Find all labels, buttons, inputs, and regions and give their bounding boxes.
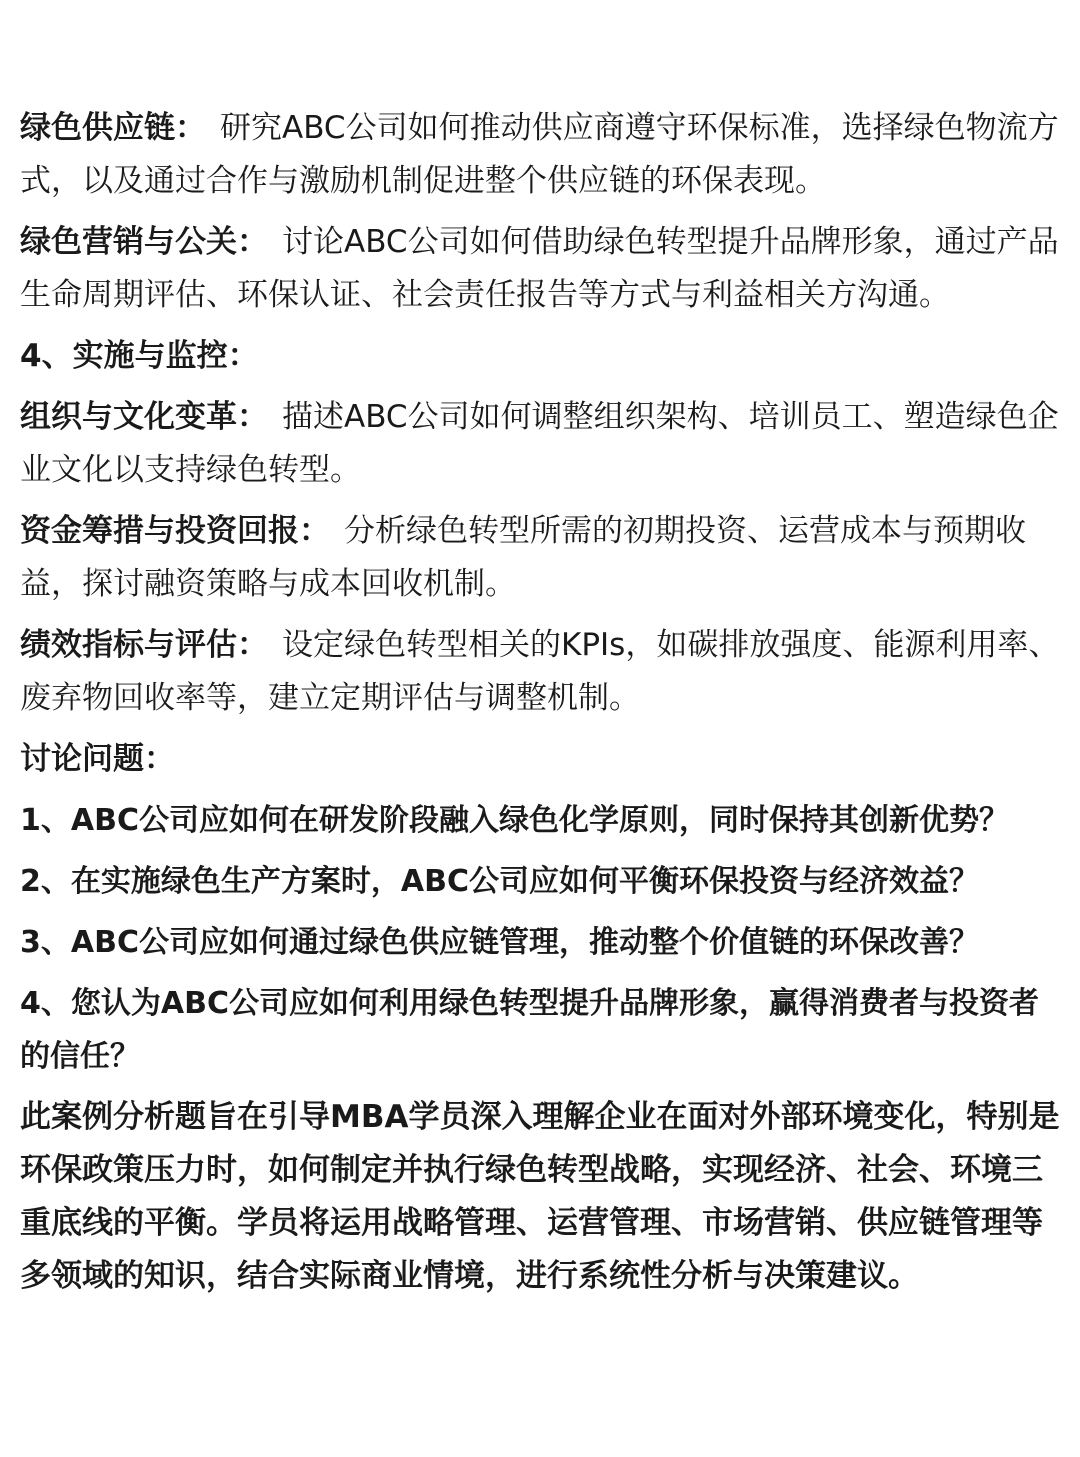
discussion-question: 4、您认为ABC公司应如何利用绿色转型提升品牌形象，赢得消费者与投资者的信任？ <box>20 986 1039 1074</box>
item-text: 研究ABC公司如何推动供应商遵守环保标准，选择绿色物流方式，以及通过合作与激励机制促进整个供应链的环保表现。 <box>20 110 1059 199</box>
item-green-supply-chain <box>20 102 1064 208</box>
item-text: 设定绿色转型相关的KPIs，如碳排放强度、能源利用率、废弃物回收率等，建立定期评估与调整机制。 <box>20 627 1060 716</box>
discussion-question: 1、ABC公司应如何在研发阶段融入绿色化学原则，同时保持其创新优势？ <box>20 803 1009 838</box>
item-label: 绿色供应链： <box>20 110 206 146</box>
discussion-question: 2、在实施绿色生产方案时，ABC公司应如何平衡环保投资与经济效益？ <box>20 864 979 899</box>
item-text: 描述ABC公司如何调整组织架构、培训员工、塑造绿色企业文化以支持绿色转型。 <box>20 399 1059 488</box>
summary-paragraph: 此案例分析题旨在引导MBA学员深入理解企业在面对外部环境变化，特别是环保政策压力时，如何制定并执行绿色转型战略，实现经济、社会、环境三重底线的平衡。学员将运用战略管理、运营管理、市场营销、供应链管理等多领域的知识，结合实际商业情境，进行系统性分析与决策建议。 <box>20 1099 1060 1294</box>
item-funding-roi <box>20 505 1064 611</box>
item-label: 绩效指标与评估： <box>20 627 268 663</box>
document-body <box>20 102 1064 1303</box>
item-green-marketing <box>20 216 1064 322</box>
item-label: 绿色营销与公关： <box>20 224 268 260</box>
item-kpi-evaluation <box>20 619 1064 725</box>
discussion-question: 3、ABC公司应如何通过绿色供应链管理，推动整个价值链的环保改善？ <box>20 925 979 960</box>
item-label: 组织与文化变革： <box>20 399 268 435</box>
section-heading-implementation: 4、实施与监控： <box>20 338 259 374</box>
section-heading-discussion: 讨论问题： <box>20 741 175 777</box>
item-text: 分析绿色转型所需的初期投资、运营成本与预期收益，探讨融资策略与成本回收机制。 <box>20 513 1026 602</box>
item-label: 资金筹措与投资回报： <box>20 513 330 549</box>
item-text: 讨论ABC公司如何借助绿色转型提升品牌形象，通过产品生命周期评估、环保认证、社会责任报告等方式与利益相关方沟通。 <box>20 224 1059 313</box>
item-organization-culture <box>20 391 1064 497</box>
